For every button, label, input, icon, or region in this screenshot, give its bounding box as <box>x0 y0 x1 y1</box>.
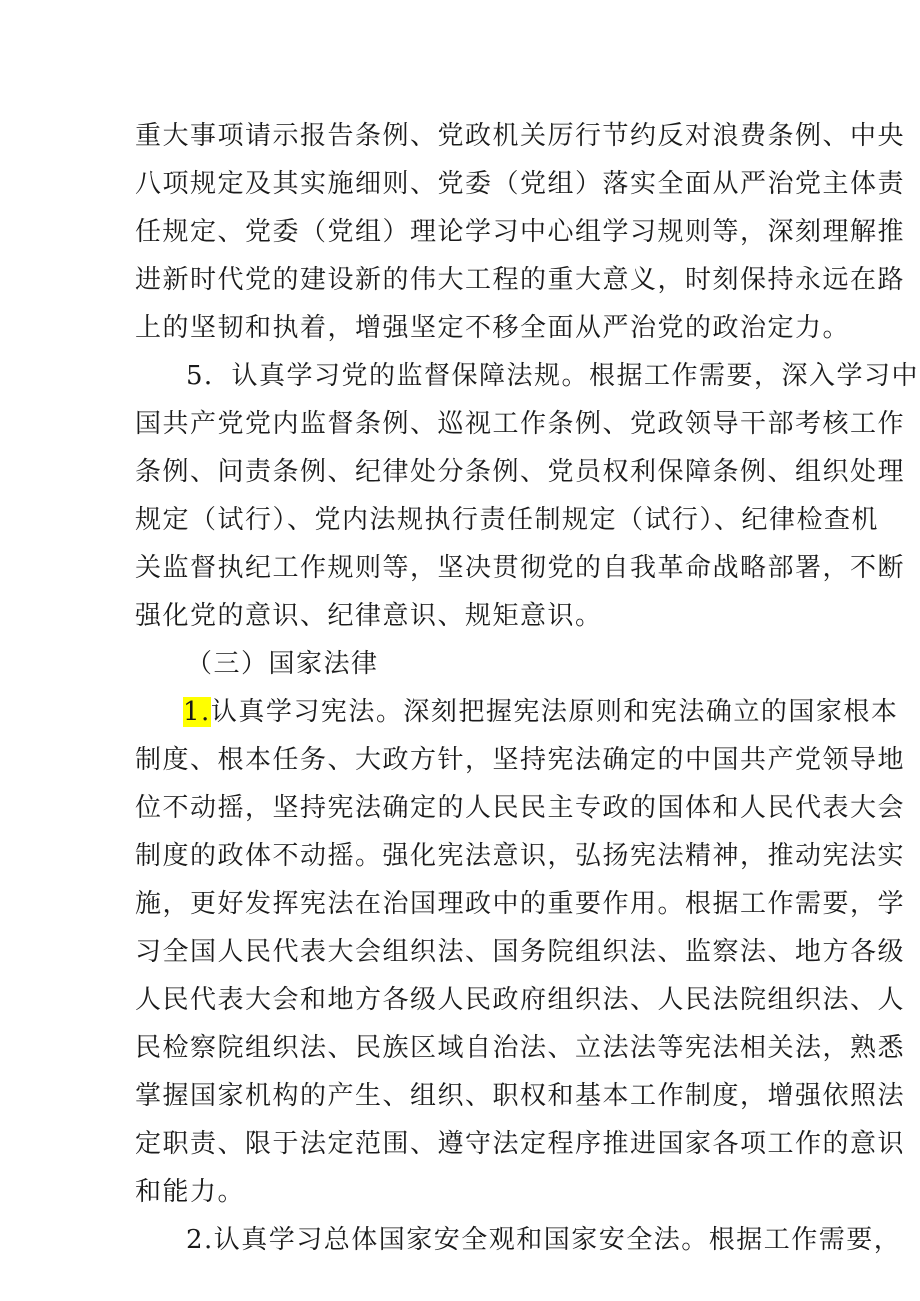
text-line: 制度、根本任务、大政方针，坚持宪法确定的中国共产党领导地 <box>135 745 906 775</box>
text-line: 重大事项请示报告条例、党政机关厉行节约反对浪费条例、中央 <box>135 121 906 151</box>
text-line: 进新时代党的建设新的伟大工程的重大意义，时刻保持永远在路 <box>135 265 906 295</box>
section-heading: （三）国家法律 <box>186 649 379 679</box>
text-line <box>183 694 898 730</box>
text-line: 关监督执纪工作规则等，坚决贯彻党的自我革命战略部署，不断 <box>135 553 906 583</box>
text-line: 习全国人民代表大会组织法、国务院组织法、监察法、地方各级 <box>135 937 906 967</box>
text-line: 上的坚韧和执着，增强坚定不移全面从严治党的政治定力。 <box>135 313 851 343</box>
text-line: 掌握国家机构的产生、组织、职权和基本工作制度，增强依照法 <box>135 1081 906 1111</box>
text-line: 八项规定及其实施细则、党委（党组）落实全面从严治党主体责 <box>135 169 906 199</box>
text-line: 国共产党党内监督条例、巡视工作条例、党政领导干部考核工作 <box>135 409 906 439</box>
text-line: 规定（试行）、党内法规执行责任制规定（试行）、纪律检查机 <box>135 505 880 535</box>
text-line: 5．认真学习党的监督保障法规。根据工作需要，深入学习中 <box>186 361 920 391</box>
text-line: 条例、问责条例、纪律处分条例、党员权利保障条例、组织处理 <box>135 457 906 487</box>
text-line: 和能力。 <box>135 1177 246 1207</box>
text-line: 民检察院组织法、民族区域自治法、立法法等宪法相关法，熟悉 <box>135 1033 906 1063</box>
text-line: 定职责、限于法定范围、遵守法定程序推进国家各项工作的意识 <box>135 1129 906 1159</box>
text-line: 施，更好发挥宪法在治国理政中的重要作用。根据工作需要，学 <box>135 889 906 919</box>
highlighted-number: 1. <box>183 697 211 727</box>
text-line: 人民代表大会和地方各级人民政府组织法、人民法院组织法、人 <box>135 985 906 1015</box>
text-line: 任规定、党委（党组）理论学习中心组学习规则等，深刻理解推 <box>135 217 906 247</box>
text-line: 2.认真学习总体国家安全观和国家安全法。根据工作需要， <box>186 1225 902 1255</box>
text-line: 位不动摇，坚持宪法确定的人民民主专政的国体和人民代表大会 <box>135 793 906 823</box>
text-line-content: 认真学习宪法。深刻把握宪法原则和宪法确立的国家根本 <box>210 697 899 727</box>
text-line: 制度的政体不动摇。强化宪法意识，弘扬宪法精神，推动宪法实 <box>135 841 906 871</box>
text-line: 强化党的意识、纪律意识、规矩意识。 <box>135 601 603 631</box>
